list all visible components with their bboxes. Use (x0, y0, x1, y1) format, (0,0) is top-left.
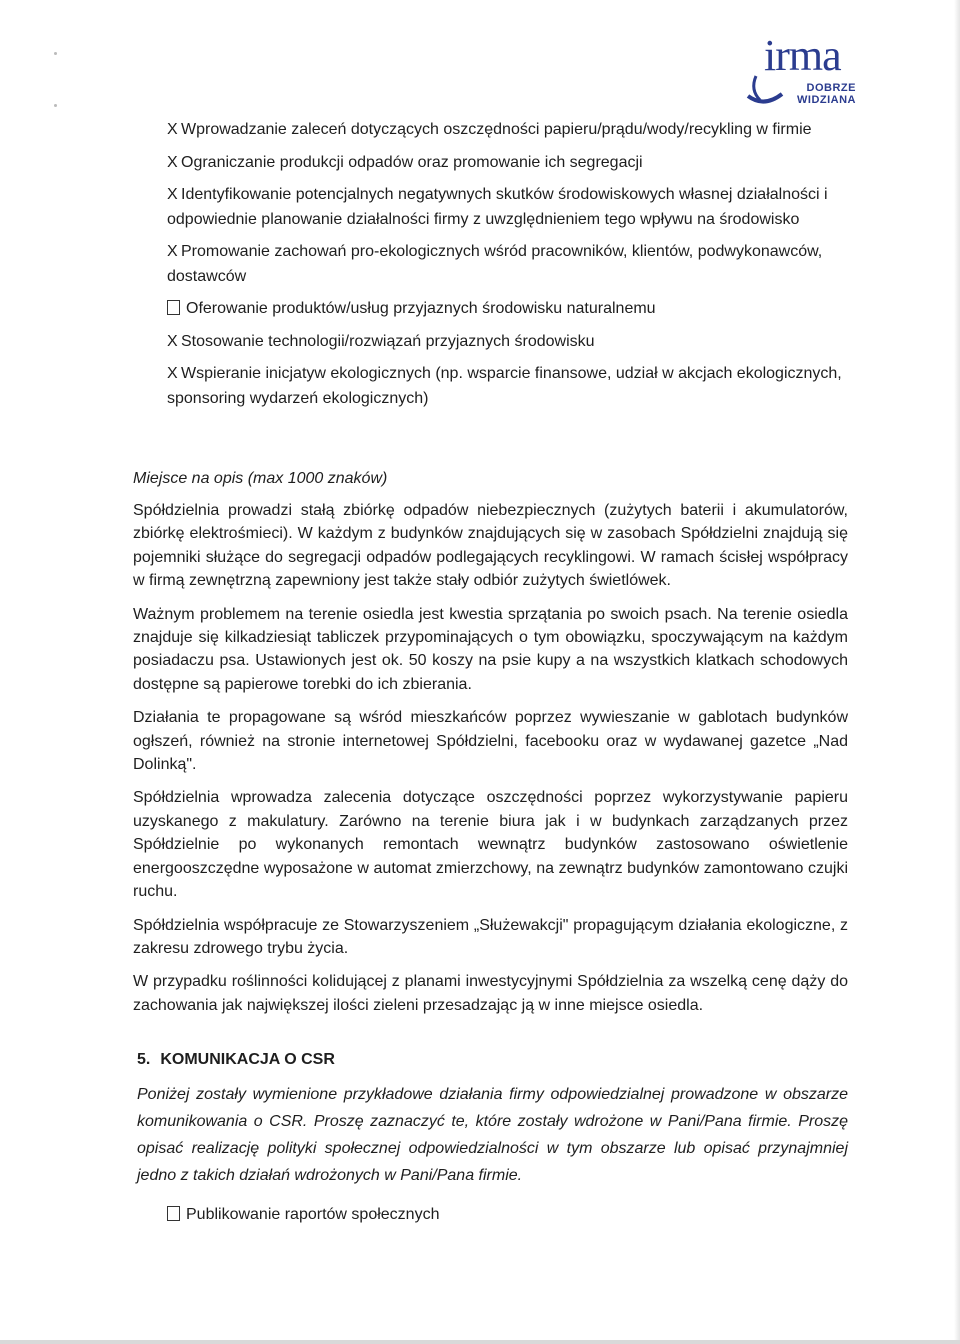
empty-checkbox-icon[interactable] (167, 300, 180, 315)
paragraph: Ważnym problemem na terenie osiedla jest kwestia sprzątania po swoich psach. Na terenie osiedla znajduje się kilkadziesiąt tabliczek przypominających o tym obowiązku, spoczywającym na każdym posiadaczu psa. Ustawionych jest ok. 50 koszy na psie kupy a na wszystkich klatkach schodowych dostępne są papierowe torebki do ich zbierania. (133, 605, 848, 693)
checklist-item[interactable] (167, 1203, 439, 1227)
section-number: 5. (137, 1051, 151, 1068)
checklist-item-text: Wspieranie inicjatyw ekologicznych (np. wsparcie finansowe, udział w akcjach ekologicznych, sponsoring wydarzeń ekologicznych) (167, 365, 842, 407)
check-mark: X (167, 153, 178, 171)
checklist-item-text: Identyfikowanie potencjalnych negatywnych skutków środowiskowych własnej działalności i odpowiednie planowanie działalności firmy z uwzględnieniem tego wpływu na środowisko (167, 186, 828, 228)
paragraph: Działania te propagowane są wśród mieszkańców poprzez wywieszanie w gablotach budynków ogłszeń, również na stronie internetowej Spółdzielni, facebooku oraz w wydawanej gazetce „Nad Dolinką". (133, 709, 848, 774)
section-intro: Poniżej zostały wymienione przykładowe działania firmy odpowiedzialnej prowadzone w obszarze komunikowania o CSR. Proszę zaznaczyć te, które zostały wdrożone w Pani/Pana firmie. Proszę opisać realizację polityki społecznej odpowiedzialności w tym obszarze lub opisać przynajmniej jedno z takich działań wdrożonych w Pani/Pana firmie. (137, 1086, 848, 1184)
check-mark: X (167, 186, 178, 203)
description-label: Miejsce na opis (max 1000 znaków) (133, 470, 388, 487)
checklist-item-text: Oferowanie produktów/usług przyjaznych środowisku naturalnemu (186, 300, 656, 317)
checklist-item-text: Wprowadzanie zaleceń dotyczących oszczędności papieru/prądu/wody/recykling w firmie (181, 121, 812, 138)
empty-checkbox-icon[interactable] (167, 1206, 180, 1221)
checklist-item[interactable] (167, 183, 847, 232)
description-body (133, 499, 848, 1027)
check-mark: X (167, 121, 178, 138)
check-mark: X (167, 243, 178, 260)
scan-speck (54, 104, 57, 107)
paragraph: W przypadku roślinności kolidującej z planami inwestycyjnymi Spółdzielnia za wszelką cenę dąży do zachowania jak największej ilości zieleni przesadzając ją w inne miejsce osiedla. (133, 973, 848, 1014)
check-mark: X (167, 332, 178, 350)
paragraph: Spółdzielnia współpracuje ze Stowarzyszeniem „Służewakcji" propagującym działania ekologiczne, z zakresu zdrowego trybu życia. (133, 916, 848, 957)
scan-edge-bottom (0, 1340, 960, 1344)
scan-speck (54, 52, 57, 55)
paragraph: Spółdzielnia prowadzi stałą zbiórkę odpadów niebezpiecznych (zużytych baterii i akumulatorów, zbiórkę elektrośmieci). W każdym z budynków znajdujących się w zasobach Spółdzielni znajdują się pojemniki służące do segregacji odpadów podlegających recyklingowi. W ramach ścisłej współpracy w firmą zewnętrzną zapewniony jest także stały odbiór zużytych świetlówek. (133, 502, 848, 590)
check-mark: X (167, 365, 178, 382)
checklist-item-text: Publikowanie raportów społecznych (186, 1206, 440, 1223)
company-logo (742, 28, 858, 108)
environment-checklist (167, 118, 847, 419)
logo-line-2: WIDZIANA (797, 94, 856, 106)
section-heading (137, 1048, 335, 1072)
checklist-item[interactable] (167, 240, 847, 289)
checklist-item[interactable] (167, 118, 847, 143)
checklist-item-text: Stosowanie technologii/rozwiązań przyjaznych środowisku (181, 332, 595, 350)
scan-edge (954, 0, 960, 1344)
paragraph: Spółdzielnia wprowadza zalecenia dotyczące oszczędności poprzez wykorzystywanie papieru uzyskanego z makulatury. Zarówno na terenie biura jak i w budynkach zarządzanych przez Spółdzielnie po wykonanych remontach wewnątrz budynków zastosowano oświetlenie energooszczędne wyposażone w automat zmierzchowy, na zewnątrz budynków zamontowano czujki ruchu. (133, 789, 848, 901)
section-title: KOMUNIKACJA O CSR (160, 1051, 335, 1068)
checklist-item-text: Ograniczanie produkcji odpadów oraz promowanie ich segregacji (181, 153, 643, 171)
checklist-item[interactable] (167, 362, 847, 411)
checklist-item[interactable] (167, 151, 847, 176)
checklist-item-text: Promowanie zachowań pro-ekologicznych wśród pracowników, klientów, podwykonawców, dostawców (167, 243, 823, 285)
logo-line-1: DOBRZE (806, 82, 856, 94)
checklist-item[interactable] (167, 330, 847, 355)
checklist-item[interactable] (167, 297, 847, 322)
logo-wordmark: irma (764, 31, 841, 80)
